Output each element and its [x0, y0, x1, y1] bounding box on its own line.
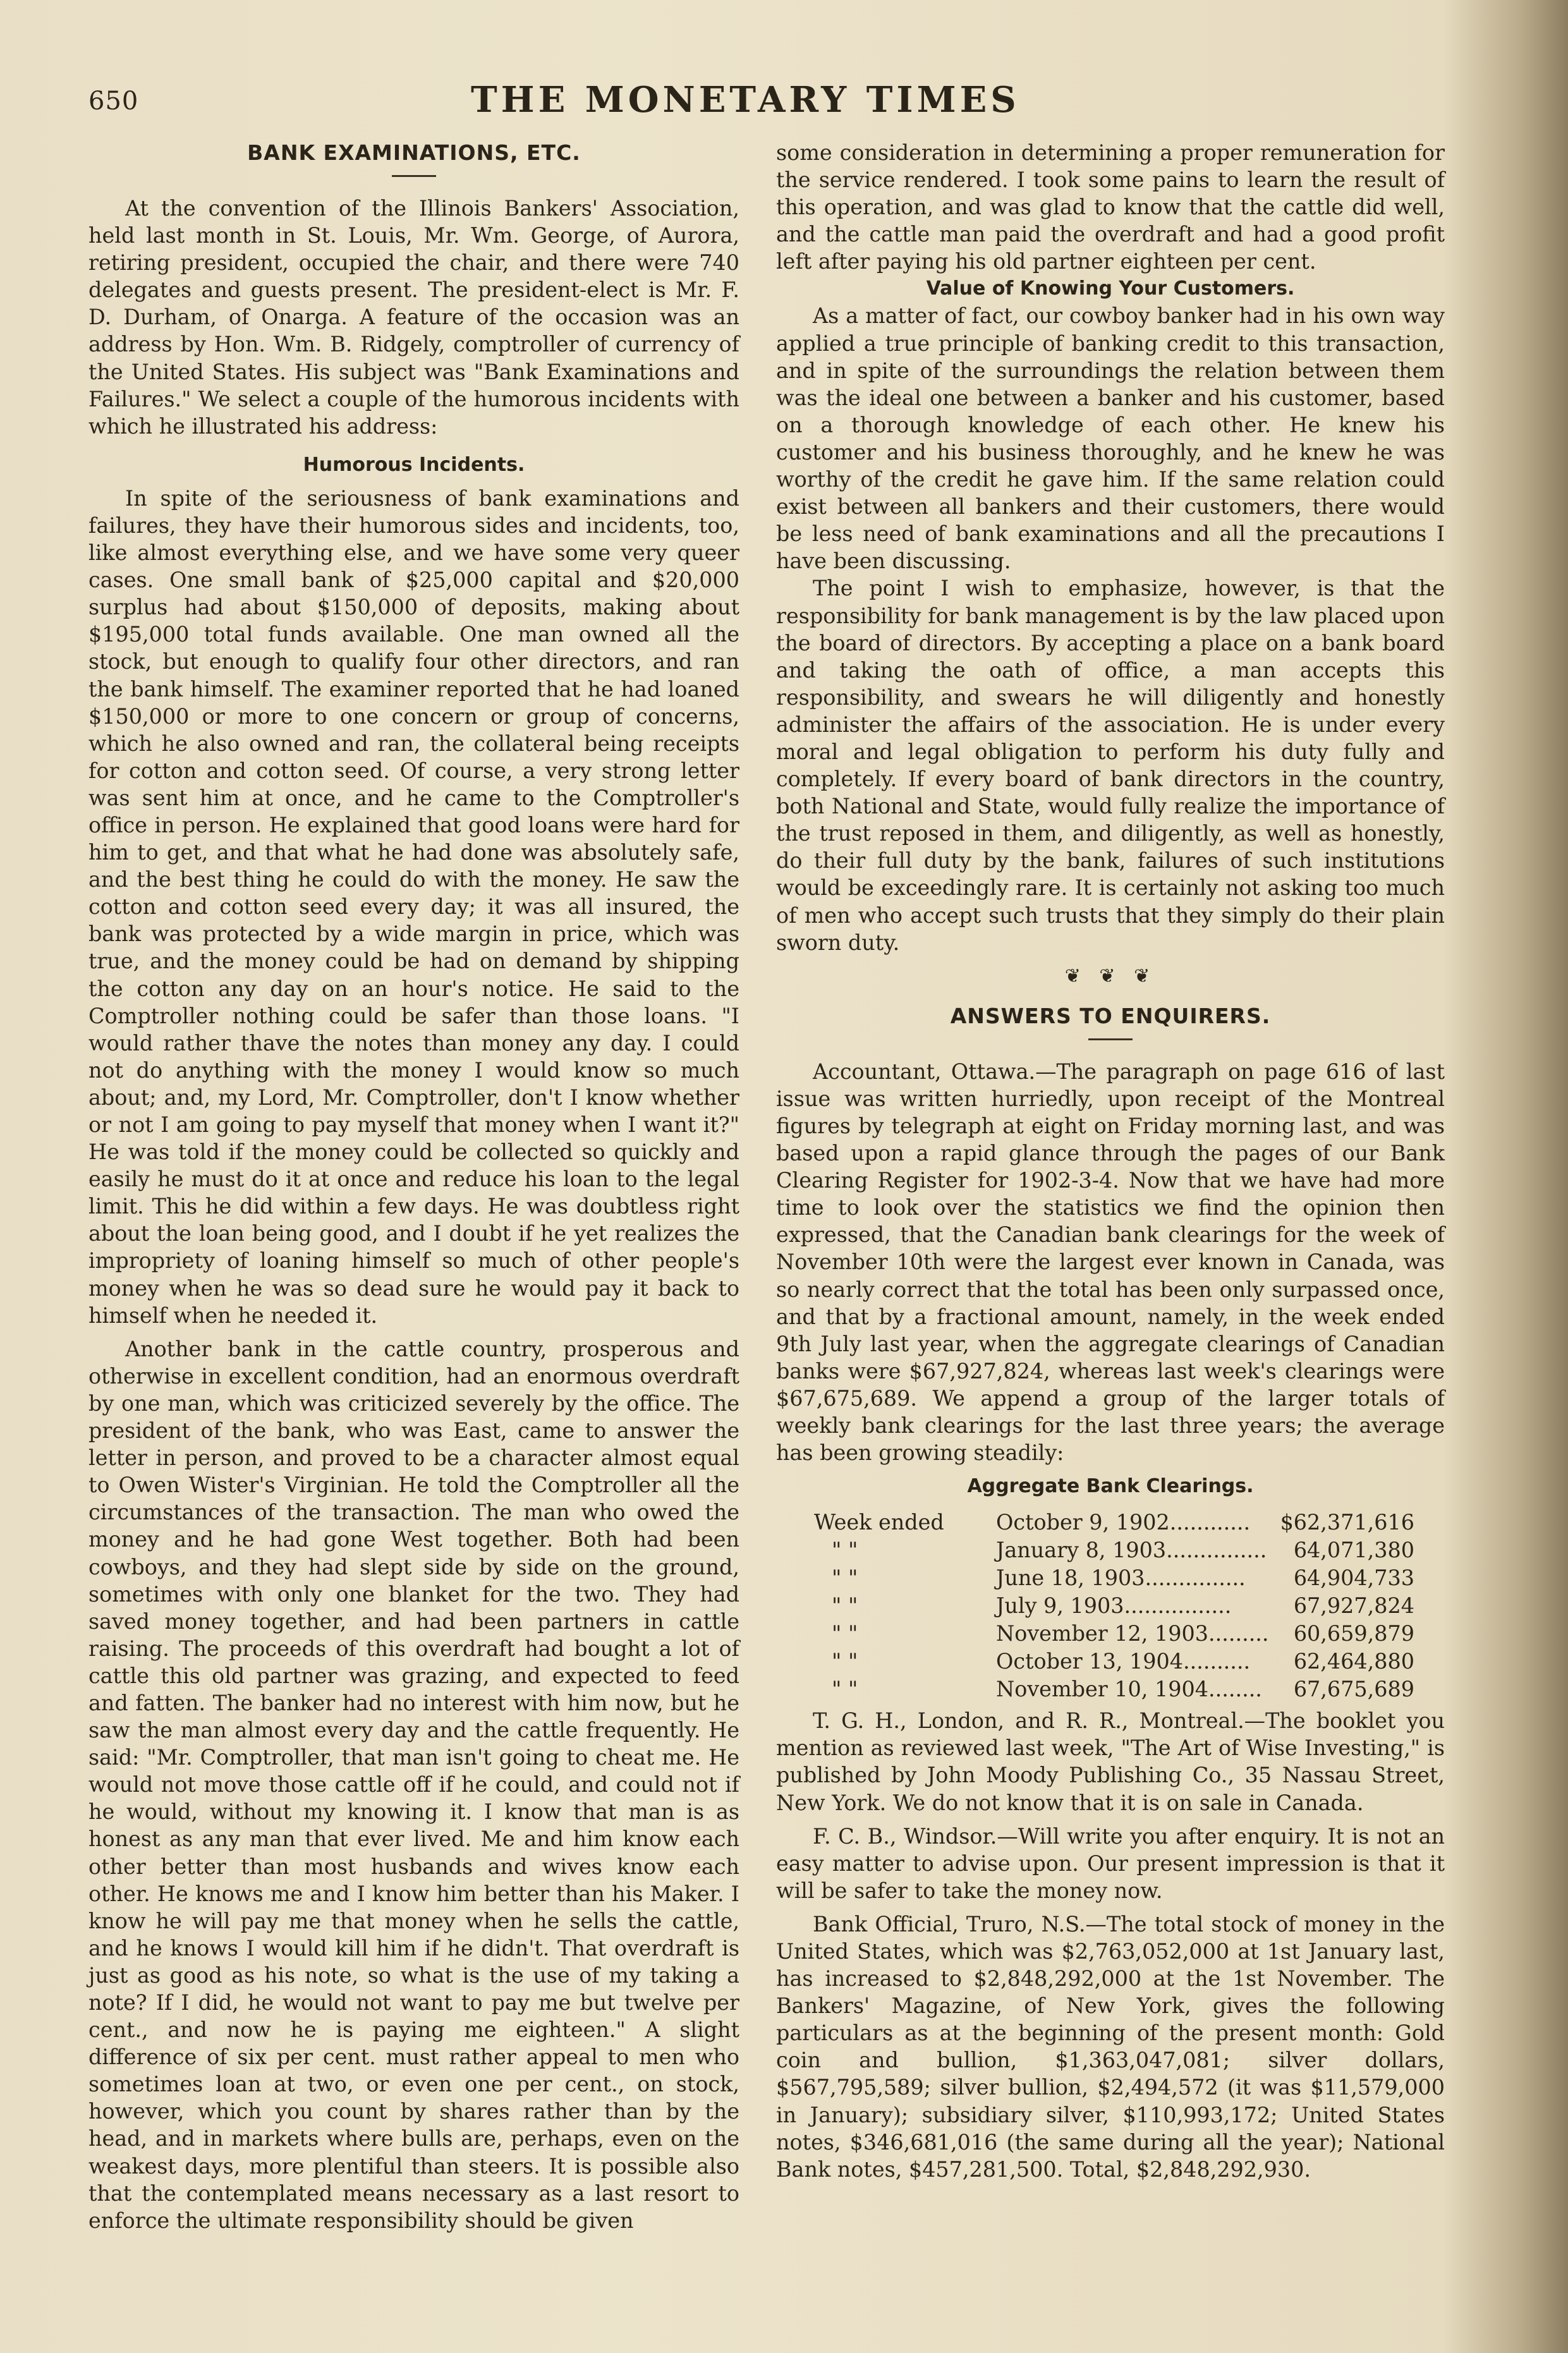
page-header [0, 73, 1568, 130]
row-label: " " [832, 1566, 858, 1591]
left-column [88, 139, 739, 2234]
paragraph-cattle-bank: Another bank in the cattle country, prosperous and otherwise in excellent condition, had an enormous overdraft by one man, which was criticized severely by the office. The president of the bank, who was East, came to answer the letter in person, and proved to be a character almost equal to Owen Wister's Virginian. He told the Comptroller all the circumstances of the transaction. The man who owed the money and he had gone West together. Both had been cowboys, and they had slept side by side on the ground, sometimes with only one blanket for the two. They had saved money together, and had been partners in cattle raising. The proceeds of this overdraft had bought a lot of cattle this old partner was grazing, and expected to feed and fatten. The banker had no interest with him now, but he saw the man almost every day and the cattle frequently. He said: "Mr. Comptroller, that man isn't going to cheat me. He would not move those cattle off if he could, and could not if he would, without my knowing it. I know that man is as honest as any man that ever lived. Me and him know each other better than most husbands and wives know each other. He knows me and I know him better than his Maker. I know he will pay me that money when he sells the cattle, and he knows I would kill him if he didn't. That overdraft is just as good as his note, so what is the use of my taking a note? If I did, he would not want to pay me but twelve per cent., and now he is paying me eighteen." A slight difference of six per cent. must rather appeal to men who sometimes loan at two, or even one per cent., on stock, however, which you count by shares rather than by the head, and in markets where bulls are, perhaps, even on the weakest days, more plentiful than steers. It is possible also that the contemplated means necessary as a last resort to enforce the ultimate responsibility should be given [88, 1336, 739, 2233]
row-label: " " [832, 1677, 858, 1702]
row-amount: 62,464,880 [1293, 1649, 1414, 1674]
table-title: Aggregate Bank Clearings. [967, 1475, 1254, 1498]
intro-paragraph: At the convention of the Illinois Bankers' Association, held last month in St. Louis, Mr. Wm. George, of Aurora, retiring president, occupied the chair, and there were 740 delegates and guests present. The president-elect is Mr. F. D. Durham, of Onarga. A feature of the occasion was an address by Hon. Wm. B. Ridgely, comptroller of currency of the United States. His subject was "Bank Examinations and Failures." We select a couple of the humorous incidents with which he illustrated his address: [88, 196, 739, 439]
table-row [814, 1564, 1414, 1592]
paragraph-responsibility: The point I wish to emphasize, however, is that the responsibility for bank management is by the law placed upon the board of directors. By accepting a place on a bank board and taking the oath of office, a man accepts this responsibility, and swears he will diligently and honestly administer the affairs of the association. He is under every moral and legal obligation to perform his duty fully and completely. If every board of bank directors in the country, both National and State, would fully realize the importance of the trust reposed in them, and diligently, as well as honestly, do their full duty by the bank, failures of such institutions would be exceedingly rare. It is certainly not asking too much of men who accept such trusts that they simply do their plain sworn duty. [776, 576, 1445, 955]
table-row [814, 1620, 1414, 1648]
table-row [814, 1509, 1414, 1536]
row-date: November 12, 1903......... [996, 1621, 1269, 1646]
right-column [776, 139, 1445, 2183]
row-amount: 64,904,733 [1293, 1566, 1414, 1591]
row-label: Week ended [814, 1510, 944, 1535]
page-number: 650 [88, 87, 139, 116]
clearings-table [814, 1509, 1414, 1703]
paragraph-small-bank: In spite of the seriousness of bank examinations and failures, they have their humorous sides and incidents, too, like almost everything else, and we have some very queer cases. One small bank of $25,000 capital and $20,000 surplus had about $150,000 of deposits, making about $195,000 total funds available. One man owned all the stock, but enough to qualify four other directors, and ran the bank himself. The examiner reported that he had loaned $150,000 or more to one concern or group of concerns, which he also owned and ran, the collateral being receipts for cotton and cotton seed. Of course, a very strong letter was sent him at once, and he came to the Comptroller's office in person. He explained that good loans were hard for him to get, and that what he had done was absolutely safe, and the best thing he could do with the money. He saw the cotton and cotton seed every day; it was all insured, the bank was protected by a wide margin in price, which was true, and the money could be had on demand by shipping the cotton any day on an hour's notice. He said to the Comptroller nothing could be safer than those loans. "I would rather thave the notes than money any day. I could not do anything with the money I would know so much about; and, my Lord, Mr. Comptroller, don't I know whether or not I am going to pay myself that money when I want it?" He was told if the money could be collected so quickly and easily he must do it at once and reduce his loan to the legal limit. This he did within a few days. He was doubtless right about the loan being good, and I doubt if he yet realizes the impropriety of loaning himself so much of other people's money when he was so dead sure he would pay it back to himself when he needed it. [88, 485, 739, 1328]
answers-title: ANSWERS TO ENQUIRERS. [950, 1003, 1271, 1028]
ornament-divider: ❦ ❦ ❦ [1064, 964, 1157, 987]
title-rule [392, 175, 436, 177]
row-label: " " [832, 1621, 858, 1646]
row-date: October 9, 1902............ [996, 1510, 1251, 1535]
subhead-humorous-incidents: Humorous Incidents. [303, 453, 525, 476]
table-row [814, 1675, 1414, 1703]
continued-paragraph: some consideration in determining a proper remuneration for the service rendered. I took some pains to learn the result of this operation, and was glad to know that the cattle did well, and the cattle man paid the overdraft and had a good profit left after paying his old partner eighteen per cent. [776, 140, 1445, 274]
row-label: " " [832, 1649, 858, 1674]
row-amount: 67,927,824 [1293, 1593, 1414, 1619]
row-label: " " [832, 1538, 858, 1563]
masthead: THE MONETARY TIMES [471, 79, 1020, 121]
row-date: October 13, 1904.......... [996, 1649, 1251, 1674]
row-date: June 18, 1903............... [996, 1566, 1246, 1591]
row-label: " " [832, 1593, 858, 1619]
answers-rule [1088, 1038, 1133, 1040]
subhead-knowing-customers: Value of Knowing Your Customers. [926, 277, 1295, 300]
paragraph-cowboy-banker: As a matter of fact, our cowboy banker had in his own way applied a true principle of banking credit to this transaction, and in spite of the surroundings the relation between them was the ideal one between a banker and his customer, based on a thorough knowledge of each other. He knew his customer and his business thoroughly, and he knew he was worthy of the credit he gave him. If the same relation could exist between all bankers and their customers, there would be less need of bank examinations and all the precautions I have been discussing. [776, 303, 1445, 574]
row-date: November 10, 1904........ [996, 1677, 1262, 1702]
table-row [814, 1648, 1414, 1675]
row-amount: 60,659,879 [1293, 1621, 1414, 1646]
row-amount: $62,371,616 [1280, 1510, 1414, 1535]
row-amount: 67,675,689 [1293, 1677, 1414, 1702]
table-row [814, 1592, 1414, 1620]
article-title: BANK EXAMINATIONS, ETC. [247, 140, 581, 165]
answer-truro: Bank Official, Truro, N.S.—The total stock of money in the United States, which was $2,763,052,000 at 1st January last, has increased to $2,848,292,000 at the 1st November. The Bankers' Magazine, of New York, gives the following particulars as at the beginning of the present month: Gold coin and bullion, $1,363,047,081; silver dollars, $567,795,589; silver bullion, $2,494,572 (it was $11,579,000 in January); subsidiary silver, $110,993,172; United States notes, $346,681,016 (the same during all the year); National Bank notes, $457,281,500. Total, $2,848,292,930. [776, 1911, 1445, 2182]
answer-windsor: F. C. B., Windsor.—Will write you after enquiry. It is not an easy matter to advise upon. Our present impression is that it will be safer to take the money now. [776, 1823, 1445, 1903]
row-date: July 9, 1903................ [996, 1593, 1232, 1619]
table-row [814, 1536, 1414, 1564]
answer-london-montreal: T. G. H., London, and R. R., Montreal.—The booklet you mention as reviewed last week, "The Art of Wise Investing," is published by John Moody Publishing Co., 35 Nassau Street, New York. We do not know that it is on sale in Canada. [776, 1708, 1445, 1815]
row-amount: 64,071,380 [1293, 1538, 1414, 1563]
answer-accountant-ottawa: Accountant, Ottawa.—The paragraph on page 616 of last issue was written hurriedly, upon receipt of the Montreal figures by telegraph at eight on Friday morning last, and was based upon a rapid glance through the pages of our Bank Clearing Register for 1902-3-4. Now that we have had more time to look over the statistics we find the opinion then expressed, that the Canadian bank clearings for the week of November 10th were the largest ever known in Canada, was so nearly correct that the total has been only surpassed once, and that by a fractional amount, namely, in the week ended 9th July last year, when the aggregate clearings of Canadian banks were $67,927,824, whereas last week's clearings were $67,675,689. We append a group of the larger totals of weekly bank clearings for the last three years; the average has been growing steadily: [776, 1059, 1445, 1466]
row-date: January 8, 1903............... [996, 1538, 1267, 1563]
